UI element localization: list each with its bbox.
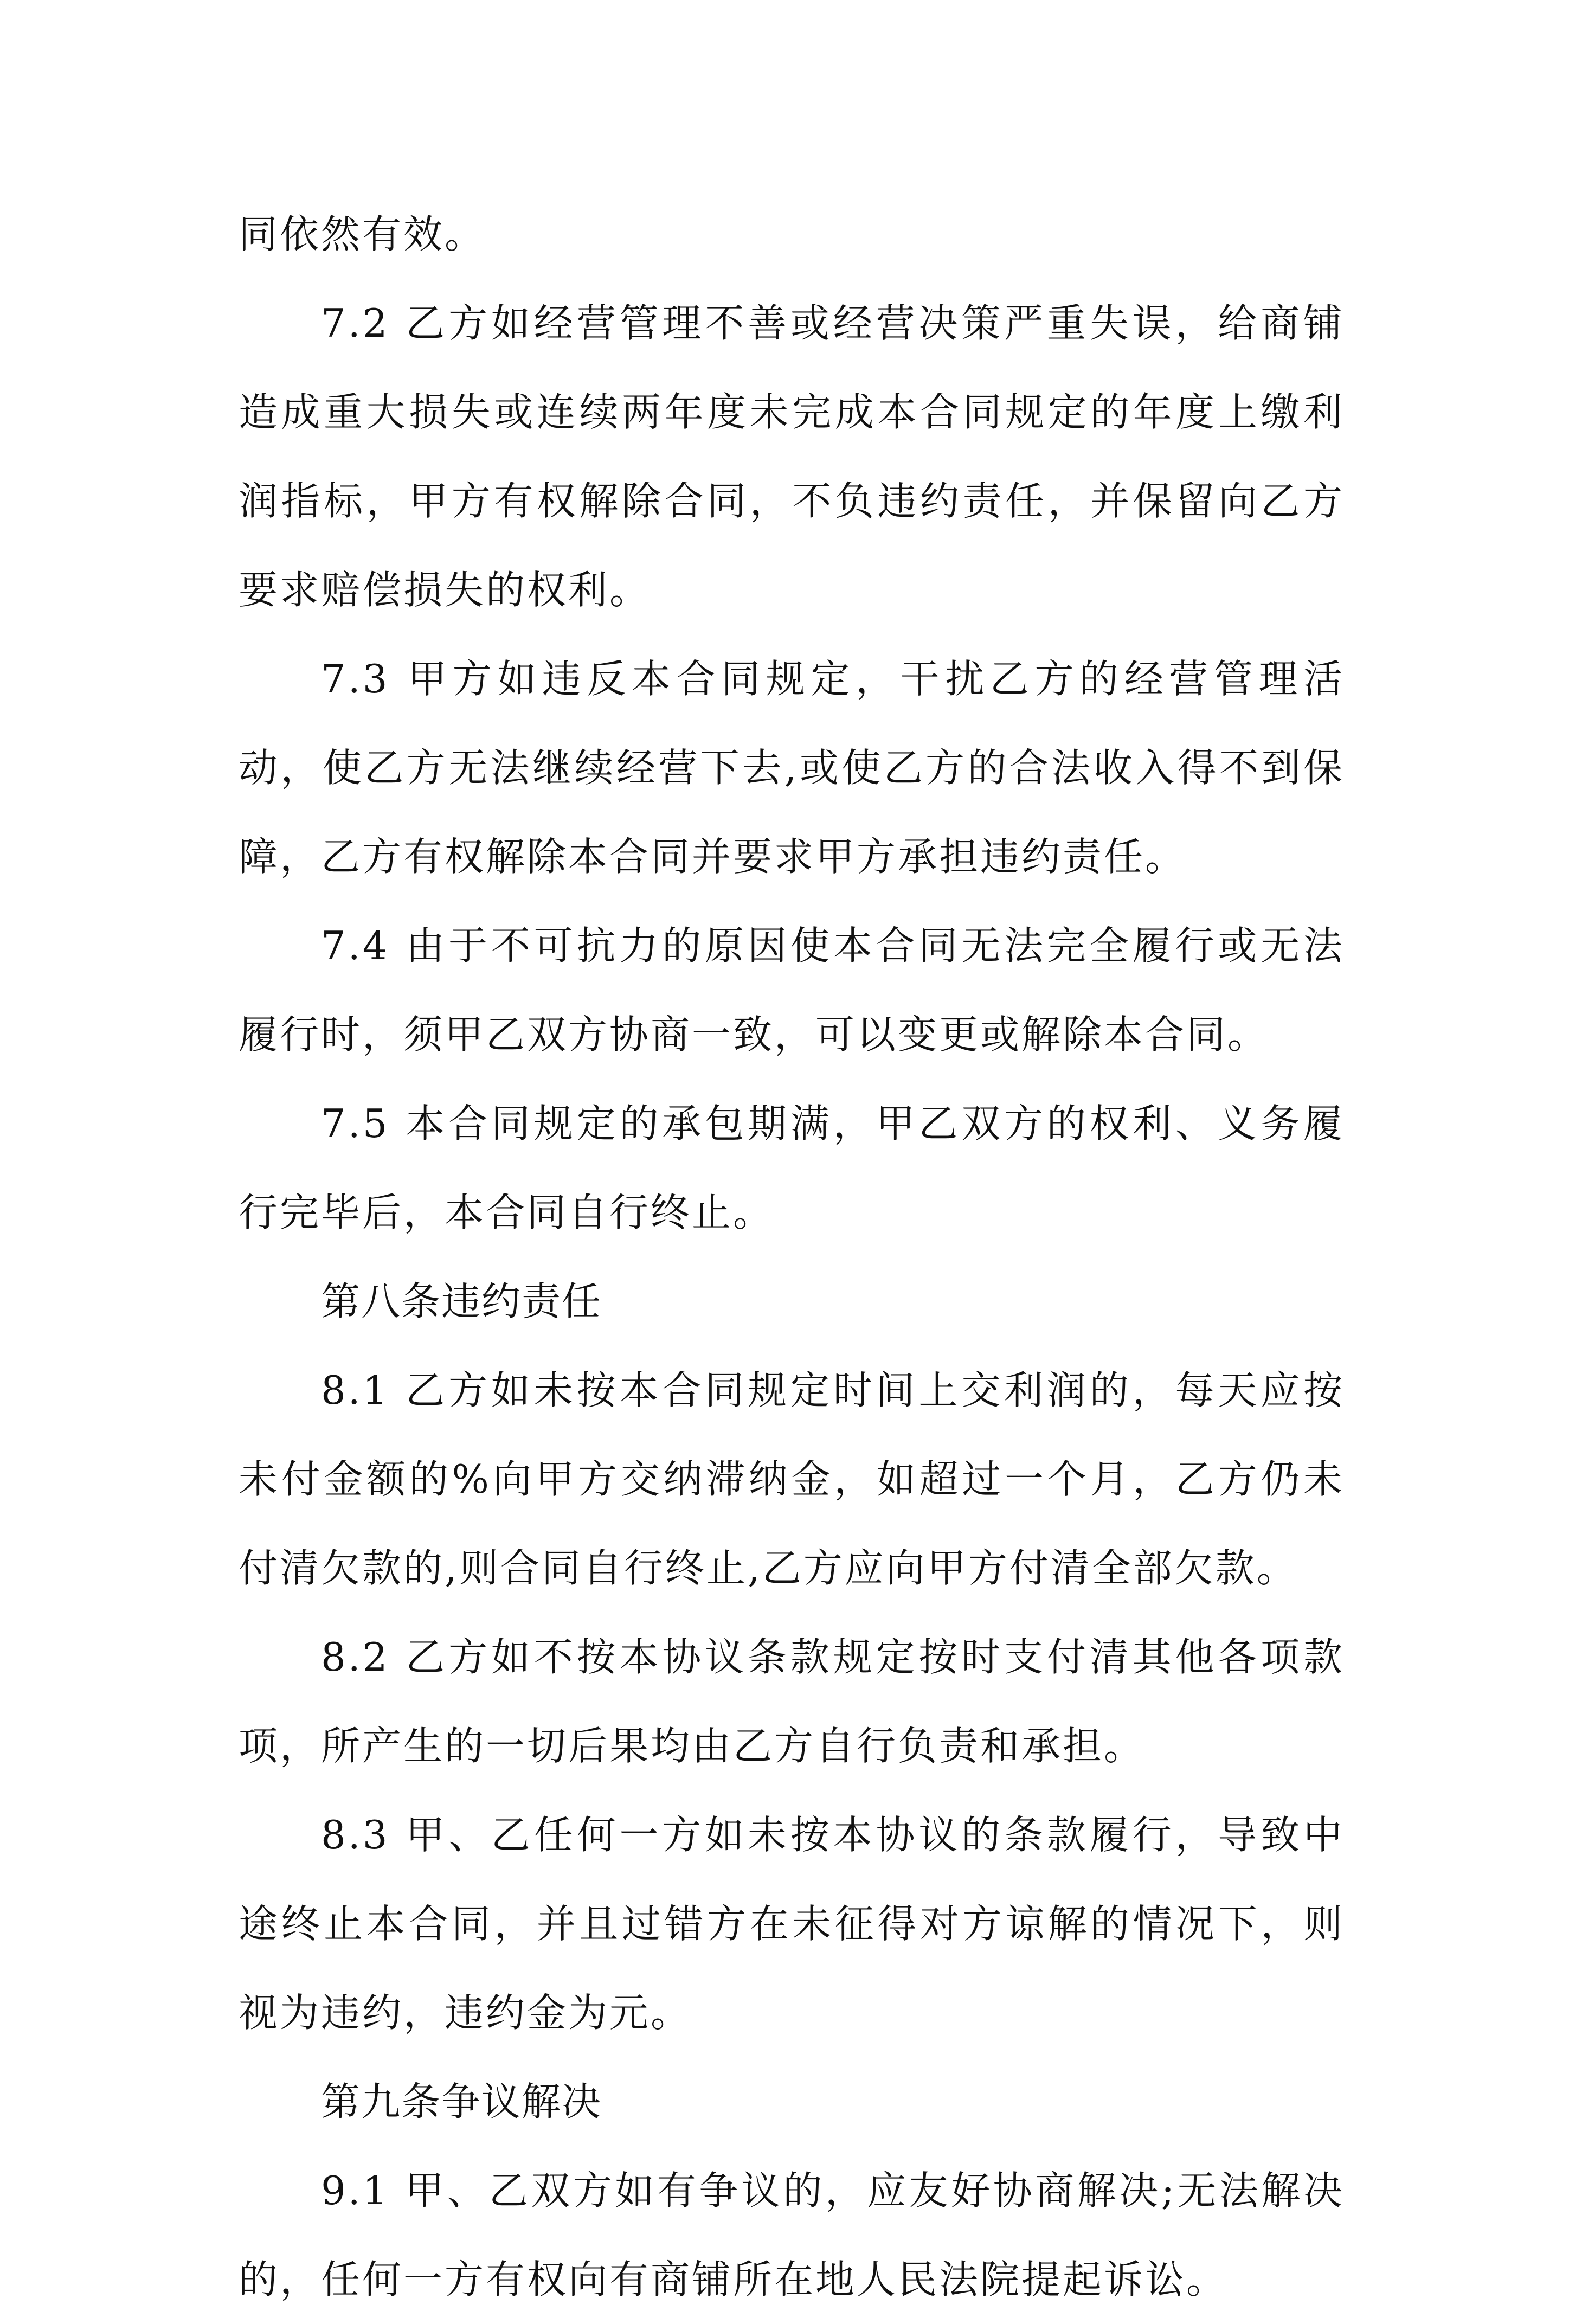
paragraph-continuation: 同依然有效。 [239,211,486,257]
clause-9-1: 9.1 甲、乙双方如有争议的，应友好协商解决;无法解决的，任何一方有权向有商铺所在地人民法院提起诉讼。 [239,2168,1345,2302]
clause-7-3: 7.3 甲方如违反本合同规定，干扰乙方的经营管理活动，使乙方无法继续经营下去,或使乙方的合法收入得不到保障，乙方有权解除本合同并要求甲方承担违约责任。 [239,656,1345,879]
clause-7-5: 7.5 本合同规定的承包期满，甲乙双方的权利、义务履行完毕后，本合同自行终止。 [239,1101,1345,1235]
section-heading-article-8: 第八条违约责任 [321,1279,602,1324]
clause-7-4: 7.4 由于不可抗力的原因使本合同无法完全履行或无法履行时，须甲乙双方协商一致，可以变更或解除本合同。 [239,923,1345,1057]
clause-8-3: 8.3 甲、乙任何一方如未按本协议的条款履行，导致中途终止本合同，并且过错方在未征得对方谅解的情况下，则视为违约，违约金为元。 [239,1812,1345,2036]
section-heading-article-9: 第九条争议解决 [321,2079,602,2124]
document-body [239,190,1345,2324]
clause-8-1: 8.1 乙方如未按本合同规定时间上交利润的，每天应按未付金额的%向甲方交纳滞纳金，如超过一个月，乙方仍未付清欠款的,则合同自行终止,乙方应向甲方付清全部欠款。 [239,1368,1345,1591]
clause-8-2: 8.2 乙方如不按本协议条款规定按时支付清其他各项款项，所产生的一切后果均由乙方自行负责和承担。 [239,1634,1345,1769]
clause-7-2: 7.2 乙方如经营管理不善或经营决策严重失误，给商铺造成重大损失或连续两年度未完成本合同规定的年度上缴利润指标，甲方有权解除合同，不负违约责任，并保留向乙方要求赔偿损失的权利。 [239,300,1345,613]
